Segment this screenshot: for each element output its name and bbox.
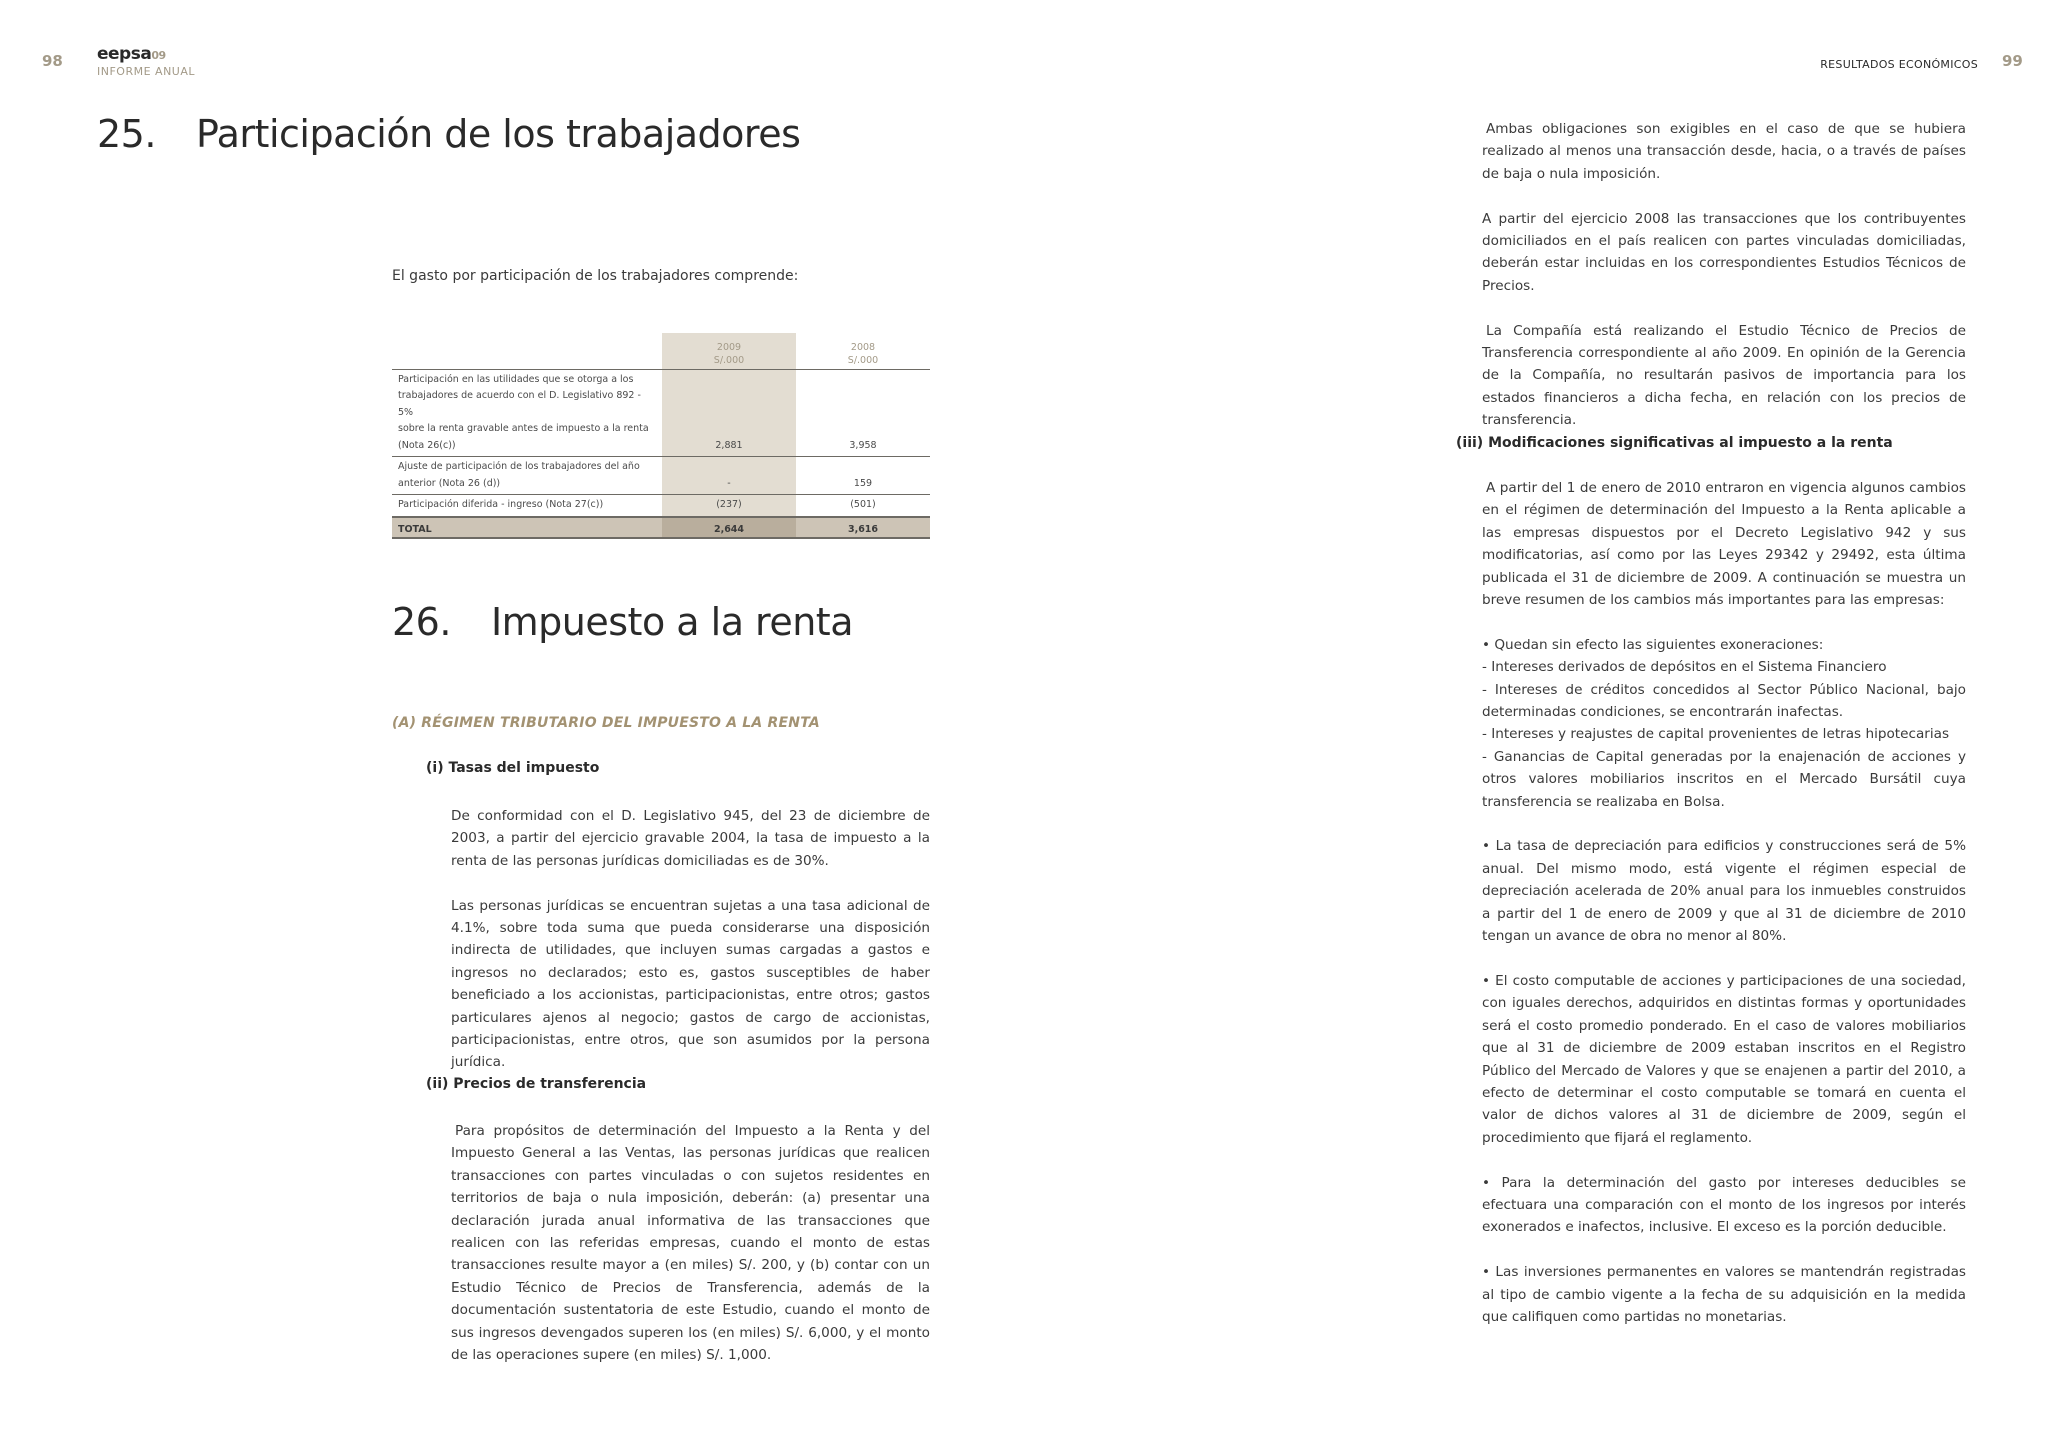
table-header-row bbox=[392, 333, 930, 369]
section-26-title-text: Impuesto a la renta bbox=[490, 600, 853, 644]
bullet-paragraph: • Las inversiones permanentes en valores se mantendrán registradas al tipo de cambio vigente a la fecha de su adquisición en la medida que califiquen como partidas no monetarias. bbox=[1482, 1264, 1966, 1325]
section-26-title bbox=[392, 600, 853, 644]
right-page bbox=[1024, 0, 2048, 1448]
paragraph: Las personas jurídicas se encuentran sujetas a una tasa adicional de 4.1%, sobre toda suma que pueda considerarse una disposición indirecta de utilidades, que incluyen sumas cargadas a gastos e ingresos no declarados; esto es, gastos susceptibles de haber beneficiado a los accionistas, participacionistas, entre otros; gastos particulares ajenos al negocio; gastos de cargo de accionistas, participacionistas, entre otros, que son asumidos por la persona jurídica. bbox=[451, 897, 930, 1071]
paragraph: La Compañía está realizando el Estudio Técnico de Precios de Transferencia correspondiente al año 2009. En opinión de la Gerencia de la Compañía, no resultarán pasivos de importancia para los estados financieros a dicha fecha, en relación con los precios de transferencia. bbox=[1482, 322, 1966, 429]
table-cell-2009: (237) bbox=[662, 495, 796, 517]
paragraph: Ambas obligaciones son exigibles en el caso de que se hubiera realizado al menos una transacción desde, hacia, o a través de países de baja o nula imposición. bbox=[1482, 121, 1966, 182]
section-header: RESULTADOS ECONÓMICOS bbox=[1820, 58, 1978, 71]
bullet-paragraph: • Para la determinación del gasto por intereses deducibles se efectuara una comparación con el monto de los ingresos por interés exonerados e inafectos, inclusive. El exceso es la porción deducible. bbox=[1482, 1174, 1966, 1236]
transfer-pricing-continuation bbox=[1482, 118, 1966, 432]
table-row-label: Participación en las utilidades que se otorga a los trabajadores de acuerdo con el D. Legislativo 892 - 5% sobre la renta gravable antes de impuesto a la renta (Nota 26(c)) bbox=[398, 373, 649, 451]
table-row bbox=[392, 369, 930, 457]
item-i-heading: (i) Tasas del impuesto bbox=[426, 760, 600, 776]
section-25-intro: El gasto por participación de los trabajadores comprende: bbox=[392, 268, 799, 284]
table-row-label: Participación diferida - ingreso (Nota 27(c)) bbox=[398, 499, 604, 510]
section-25-title bbox=[97, 112, 800, 156]
item-i-body bbox=[451, 805, 930, 1074]
table-row-label: Ajuste de participación de los trabajadores del año anterior (Nota 26 (d)) bbox=[398, 461, 640, 489]
table-total-2008: 3,616 bbox=[796, 517, 930, 538]
exoneraciones-list bbox=[1482, 634, 1966, 813]
participation-table bbox=[392, 333, 930, 539]
item-iii-heading: (iii) Modificaciones significativas al impuesto a la renta bbox=[1456, 435, 1893, 451]
paragraph: Para propósitos de determinación del Impuesto a la Renta y del Impuesto General a las Ventas, las personas jurídicas que realicen transacciones con partes vinculadas o con sujetos residentes en territorios de baja o nula imposición, deberán: (a) presentar una declaración jurada anual informativa de las transacciones que realicen con las referidas empresas, cuando el monto de estas transacciones resulte mayor a (en miles) S/. 200, y (b) contar con un Estudio Técnico de Precios de Transferencia, además de la documentación sustentatoria de este Estudio, cuando el monto de sus ingresos devengados superen los (en miles) S/. 6,000, y el monto de las operaciones supere (en miles) S/. 1,000. bbox=[451, 1123, 930, 1364]
table-cell-2009: - bbox=[662, 457, 796, 495]
item-ii-body bbox=[451, 1120, 930, 1366]
table-total-label: TOTAL bbox=[392, 517, 662, 538]
list-item: • Quedan sin efecto las siguientes exoneraciones: bbox=[1482, 636, 1824, 653]
item-ii-heading: (ii) Precios de transferencia bbox=[426, 1076, 647, 1092]
table-header-2008: 2008 S/.000 bbox=[847, 341, 879, 366]
paragraph: A partir del ejercicio 2008 las transacciones que los contribuyentes domiciliados en el país realicen con partes vinculadas domiciliadas, deberán estar incluidas en los correspondientes Estudios Técnicos de Precios. bbox=[1482, 210, 1966, 294]
table-total-row bbox=[392, 517, 930, 538]
table-cell-2009: 2,881 bbox=[662, 369, 796, 457]
table-cell-2008: (501) bbox=[850, 499, 876, 510]
bullet-paragraph: • El costo computable de acciones y participaciones de una sociedad, con iguales derechos, adquiridos en distintas formas y oportunidades será el costo promedio ponderado. En el caso de valores mobiliarios que al 31 de diciembre de 2009 estaban inscritos en el Registro Público del Mercado de Valores y que se enajenen a partir del 2010, a efecto de determinar el costo computable se tomará en cuenta el valor de dichos valores al 31 de diciembre de 2009, según el procedimiento que fijará el reglamento. bbox=[1482, 972, 1966, 1146]
table-row bbox=[392, 495, 930, 517]
item-iii-body bbox=[1482, 477, 1966, 1328]
brand-subtitle: INFORME ANUAL bbox=[97, 65, 195, 78]
section-26-number: 26. bbox=[392, 600, 451, 644]
section-25-number: 25. bbox=[97, 112, 156, 156]
bullet-paragraph: • La tasa de depreciación para edificios y construcciones será de 5% anual. Del mismo modo, está vigente el régimen especial de depreciación acelerada de 20% anual para los inmuebles construidos a partir del 1 de enero de 2009 y que al 31 de diciembre de 2010 tengan un avance de obra no menor al 80%. bbox=[1482, 838, 1966, 945]
table-header-label bbox=[392, 333, 662, 369]
table-total-2009: 2,644 bbox=[662, 517, 796, 538]
paragraph: A partir del 1 de enero de 2010 entraron en vigencia algunos cambios en el régimen de determinación del Impuesto a la Renta aplicable a las empresas dispuestos por el Decreto Legislativo 942 y sus modificatorias, así como por las Leyes 29342 y 29492, esta última publicada el 31 de diciembre de 2009. A continuación se muestra un breve resumen de los cambios más importantes para las empresas: bbox=[1482, 480, 1966, 609]
brand-logo bbox=[97, 44, 195, 78]
brand-name bbox=[97, 44, 195, 64]
list-item: - Intereses derivados de depósitos en el Sistema Financiero bbox=[1482, 659, 1887, 676]
section-25-title-text: Participación de los trabajadores bbox=[195, 112, 801, 156]
list-item: - Intereses de créditos concedidos al Sector Público Nacional, bajo determinadas condiciones, se encontrarán inafectas. bbox=[1482, 681, 1966, 721]
page-number-right: 99 bbox=[2002, 52, 2023, 70]
table-cell-2008: 159 bbox=[853, 477, 873, 489]
brand-year: 09 bbox=[151, 49, 166, 62]
table-header-2009: 2009 S/.000 bbox=[662, 333, 796, 369]
section-26-subheading: (A) RÉGIMEN TRIBUTARIO DEL IMPUESTO A LA RENTA bbox=[392, 715, 820, 731]
page-number-left: 98 bbox=[42, 52, 63, 70]
list-item: - Ganancias de Capital generadas por la enajenación de acciones y otros valores mobiliarios inscritos en el Mercado Bursátil cuya transferencia se realizaba en Bolsa. bbox=[1482, 748, 1966, 810]
list-item: - Intereses y reajustes de capital provenientes de letras hipotecarias bbox=[1482, 726, 1950, 743]
brand-name-text: eepsa bbox=[97, 44, 152, 64]
paragraph: De conformidad con el D. Legislativo 945, del 23 de diciembre de 2003, a partir del ejercicio gravable 2004, la tasa de impuesto a la renta de las personas jurídicas domiciliadas es de 30%. bbox=[451, 808, 930, 869]
table-row bbox=[392, 457, 930, 495]
table-cell-2008: 3,958 bbox=[849, 439, 877, 451]
